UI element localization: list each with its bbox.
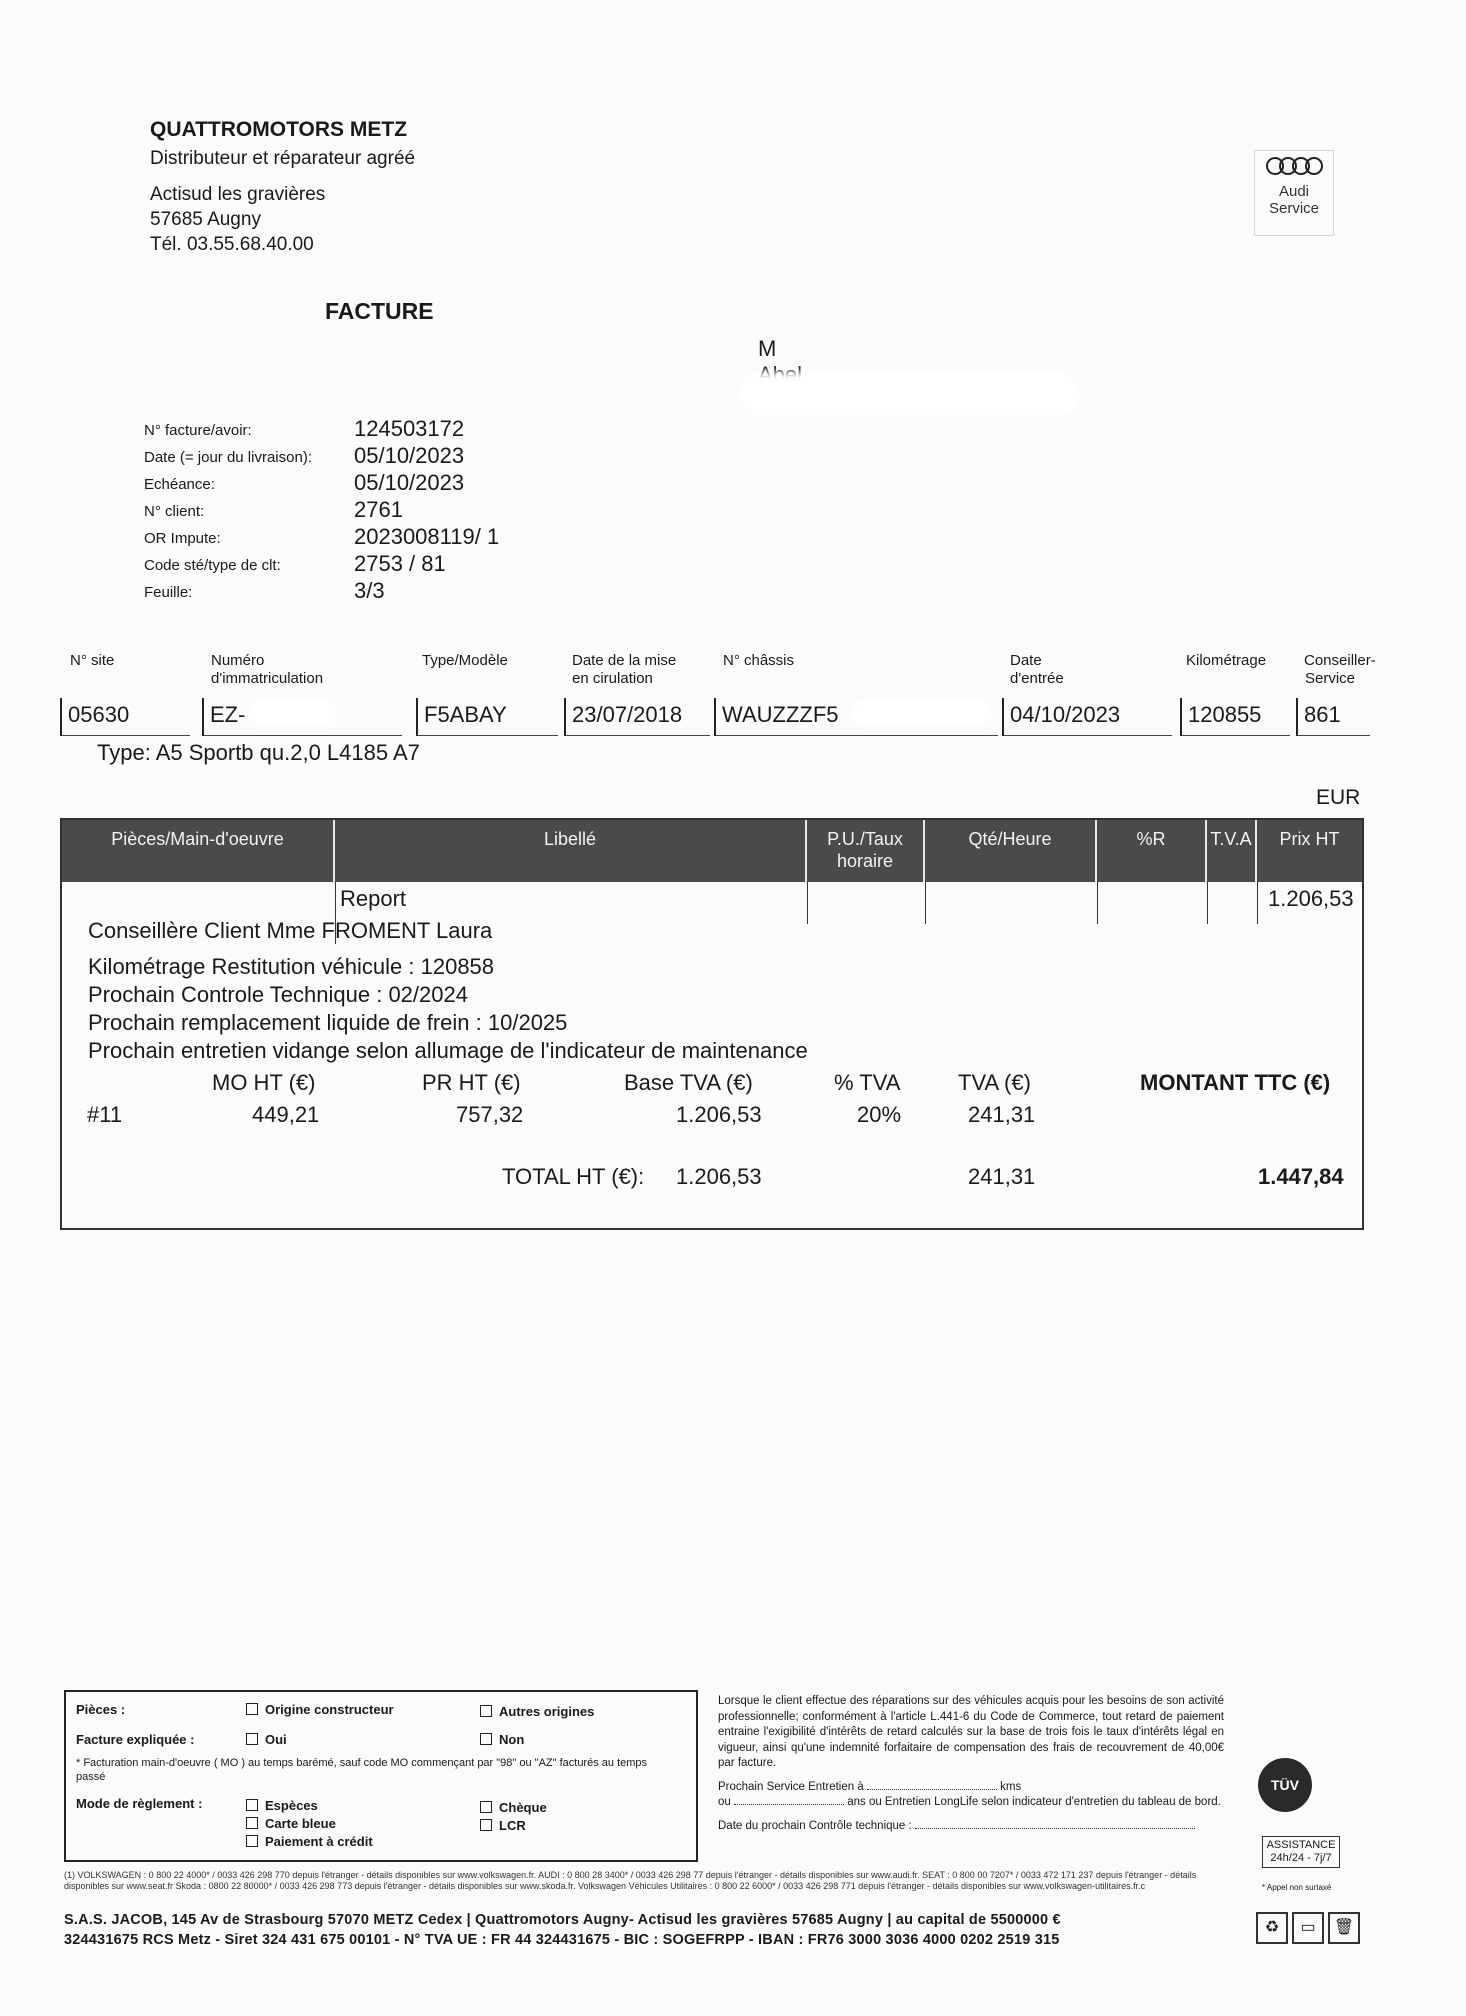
sum-head-pct: % TVA	[834, 1070, 901, 1095]
bin-icon: 🗑	[1328, 1912, 1360, 1944]
checkbox-icon	[480, 1733, 492, 1745]
card-icon: ▭	[1292, 1912, 1324, 1944]
value-date-mise: 23/07/2018	[564, 698, 710, 736]
th-prix: Prix HT	[1279, 829, 1340, 849]
value-type: F5ABAY	[416, 698, 558, 736]
total-ht: 1.206,53	[676, 1164, 762, 1189]
label-type: Type/Modèle	[422, 652, 508, 669]
checkbox-icon	[246, 1703, 258, 1715]
checkbox-icon	[246, 1799, 258, 1811]
checkbox-icon	[246, 1733, 258, 1745]
th-remise: %R	[1097, 820, 1207, 882]
label-conseiller: Conseiller- Service	[1304, 652, 1376, 687]
sum-pct: 20%	[857, 1102, 902, 1127]
sum-pr: 757,32	[456, 1102, 524, 1127]
legal-paragraph: Lorsque le client effectue des réparations sur des véhicules acquis pour les besoins de son activité professionnelle; conformément à l'article L.441-6 du Code de Commerce, tout retard de paiement entraine l'exigibilité d'intérêts de retard calculés sur la base de trois fois le taux d'intérêts légal en vigueur, ainsi qu'une indemnité forfaitaire de compensation des frais de recouvrement de 40,00€ par facture.	[718, 1695, 1224, 1769]
vehicle-type-line: Type: A5 Sportb qu.2,0 L4185 A7	[97, 740, 420, 765]
total-label: TOTAL HT (€):	[502, 1164, 645, 1189]
total-tva: 241,31	[968, 1164, 1036, 1189]
assistance-badge: ASSISTANCE 24h/24 - 7j/7	[1262, 1836, 1340, 1868]
label-date-mise: Date de la mise en cirulation	[572, 652, 677, 687]
checkbox-icon	[480, 1801, 492, 1813]
payment-box	[64, 1690, 698, 1862]
value-km: 120855	[1180, 698, 1290, 736]
info-value: 05/10/2023	[354, 443, 465, 468]
company-address-1: Actisud les gravières	[150, 184, 326, 205]
value-conseiller: 861	[1296, 698, 1370, 736]
sum-base: 1.206,53	[676, 1102, 762, 1127]
sum-tva: 241,31	[968, 1102, 1036, 1127]
tuv-badge-icon: TÜV	[1258, 1758, 1312, 1812]
checkbox-icon	[246, 1835, 258, 1847]
company-tagline: Distributeur et réparateur agréé	[150, 148, 416, 169]
prochain-service: Prochain Service Entretien à kms	[718, 1780, 1022, 1793]
sum-head-tva: TVA (€)	[958, 1070, 1031, 1095]
document-title: FACTURE	[325, 298, 434, 324]
company-address-2: 57685 Augny	[150, 209, 261, 230]
cheque-checkbox[interactable]: Chèque	[480, 1800, 547, 1815]
ct-line: Date du prochain Contrôle technique :	[718, 1819, 1224, 1835]
brand-line-2: Service	[1268, 200, 1320, 217]
note-line: Prochain entretien vidange selon allumage de l'indicateur de maintenance	[88, 1038, 808, 1063]
table-header	[62, 820, 1362, 882]
info-value: 05/10/2023	[354, 470, 465, 495]
company-phone: Tél. 03.55.68.40.00	[150, 234, 314, 255]
report-value: 1.206,53	[1268, 886, 1354, 911]
info-label: OR Impute:	[144, 530, 221, 547]
currency: EUR	[1316, 786, 1361, 809]
info-value: 2023008119/ 1	[354, 524, 500, 549]
especes-checkbox[interactable]: Espèces	[246, 1798, 318, 1813]
info-value: 2753 / 81	[354, 551, 446, 576]
checkbox-icon	[480, 1819, 492, 1831]
value-entree: 04/10/2023	[1002, 698, 1172, 736]
checkbox-icon	[480, 1705, 492, 1717]
company-legal-footer: S.A.S. JACOB, 145 Av de Strasbourg 57070 METZ Cedex | Quattromotors Augny- Actisud les gravières 57685 Augny | au capital de 5500000 € 324431675 RCS Metz - Siret 324 431 675 00101 - N° TVA UE : FR 44 324431675 - BIC : SOGEFRPP - IBAN : FR76 3000 3036 4000 0202 2519 315	[64, 1912, 1061, 1948]
redaction-client	[740, 372, 1080, 416]
client-title: M	[758, 336, 777, 361]
th-pieces: Pièces/Main-d'oeuvre	[62, 820, 335, 882]
info-label: N° client:	[144, 503, 205, 520]
origine-checkbox[interactable]: Origine constructeur	[246, 1702, 394, 1717]
pieces-label: Pièces :	[76, 1702, 126, 1717]
info-value: 3/3	[354, 578, 385, 603]
credit-checkbox[interactable]: Paiement à crédit	[246, 1834, 373, 1849]
info-label: N° facture/avoir:	[144, 422, 252, 439]
info-value: 124503172	[354, 416, 465, 441]
sum-head-ttc: MONTANT TTC (€)	[1140, 1070, 1331, 1095]
th-libelle: Libellé	[335, 820, 807, 882]
info-label: Feuille:	[144, 584, 193, 601]
report-label: Report	[340, 886, 407, 911]
sum-head-base: Base TVA (€)	[624, 1070, 753, 1095]
brand-line-1: Audi	[1278, 183, 1310, 200]
info-value: 2761	[354, 497, 403, 522]
sum-head-mo: MO HT (€)	[212, 1070, 316, 1095]
audi-service-logo	[1254, 150, 1334, 236]
non-checkbox[interactable]: Non	[480, 1732, 524, 1747]
oui-checkbox[interactable]: Oui	[246, 1732, 287, 1747]
checkbox-icon	[246, 1817, 258, 1829]
value-chassis: WAUZZZF5	[714, 698, 998, 736]
sum-mo: 449,21	[252, 1102, 320, 1127]
brand-hotlines: (1) VOLKSWAGEN : 0 800 22 4000* / 0033 426 298 770 depuis l'étranger - détails disponibles sur www.volkswagen.fr. AUDI : 0 800 28 3400* / 0033 426 298 77 depuis l'étranger - détails disponibles sur www.audi.fr. SEAT : 0 800 00 7207* / 0033 472 171 237 depuis l'étranger - détails disponibles sur www.seat.fr Skoda : 0800 22 80000* / 0033 426 298 773 depuis l'étranger - détails disponibles sur www.skoda.fr. Volkswagen Véhicules Utilitaires : 0 800 22 6000* / 0033 426 298 771 depuis l'étranger - détails disponibles sur www.volkswagen-utilitaires.fr.c	[64, 1870, 1197, 1891]
label-km: Kilométrage	[1186, 652, 1267, 669]
value-immat: EZ-	[202, 698, 402, 736]
label-site: N° site	[70, 652, 115, 669]
note-line: Conseillère Client Mme FROMENT Laura	[88, 918, 493, 943]
total-ttc: 1.447,84	[1258, 1164, 1344, 1189]
legal-text	[718, 1694, 1224, 1834]
label-chassis: N° châssis	[723, 652, 795, 669]
carte-checkbox[interactable]: Carte bleue	[246, 1816, 336, 1831]
mode-label: Mode de règlement :	[76, 1796, 203, 1811]
company-name: QUATTROMOTORS METZ	[150, 118, 408, 141]
th-pu: P.U./Taux horaire	[807, 820, 925, 882]
value-site: 05630	[60, 698, 190, 736]
label-entree: Date d'entrée	[1010, 652, 1064, 687]
note-line: Prochain Controle Technique : 02/2024	[88, 982, 468, 1007]
note-line: Kilométrage Restitution véhicule : 120858	[88, 954, 495, 979]
redaction-chassis	[852, 700, 992, 726]
audi-rings-icon	[1255, 157, 1333, 175]
recycle-icon: ♻	[1256, 1912, 1288, 1944]
th-qte: Qté/Heure	[925, 820, 1097, 882]
info-label: Date (= jour du livraison):	[144, 449, 312, 466]
facturation-note: * Facturation main-d'oeuvre ( MO ) au temps barémé, sauf code MO commençant par "98" ou "AZ" facturés au temps passé	[76, 1757, 648, 1783]
assistance-note: * Appel non surtaxé	[1262, 1883, 1332, 1892]
sum-code: #11	[87, 1102, 123, 1127]
autres-checkbox[interactable]: Autres origines	[480, 1704, 594, 1719]
note-line: Prochain remplacement liquide de frein : 10/2025	[88, 1010, 568, 1035]
certification-icons	[1256, 1912, 1364, 1944]
redaction-immat	[248, 700, 338, 726]
facture-label: Facture expliquée :	[76, 1732, 195, 1747]
th-tva: T.V.A	[1207, 820, 1257, 882]
sum-head-pr: PR HT (€)	[422, 1070, 521, 1095]
label-immat: Numéro d'immatriculation	[211, 652, 324, 687]
ou-line: ou ans ou Entretien LongLife selon indicateur d'entretien du tableau de bord.	[718, 1796, 1221, 1808]
info-label: Code sté/type de clt:	[144, 557, 281, 574]
info-label: Echéance:	[144, 476, 215, 493]
lcr-checkbox[interactable]: LCR	[480, 1818, 526, 1833]
